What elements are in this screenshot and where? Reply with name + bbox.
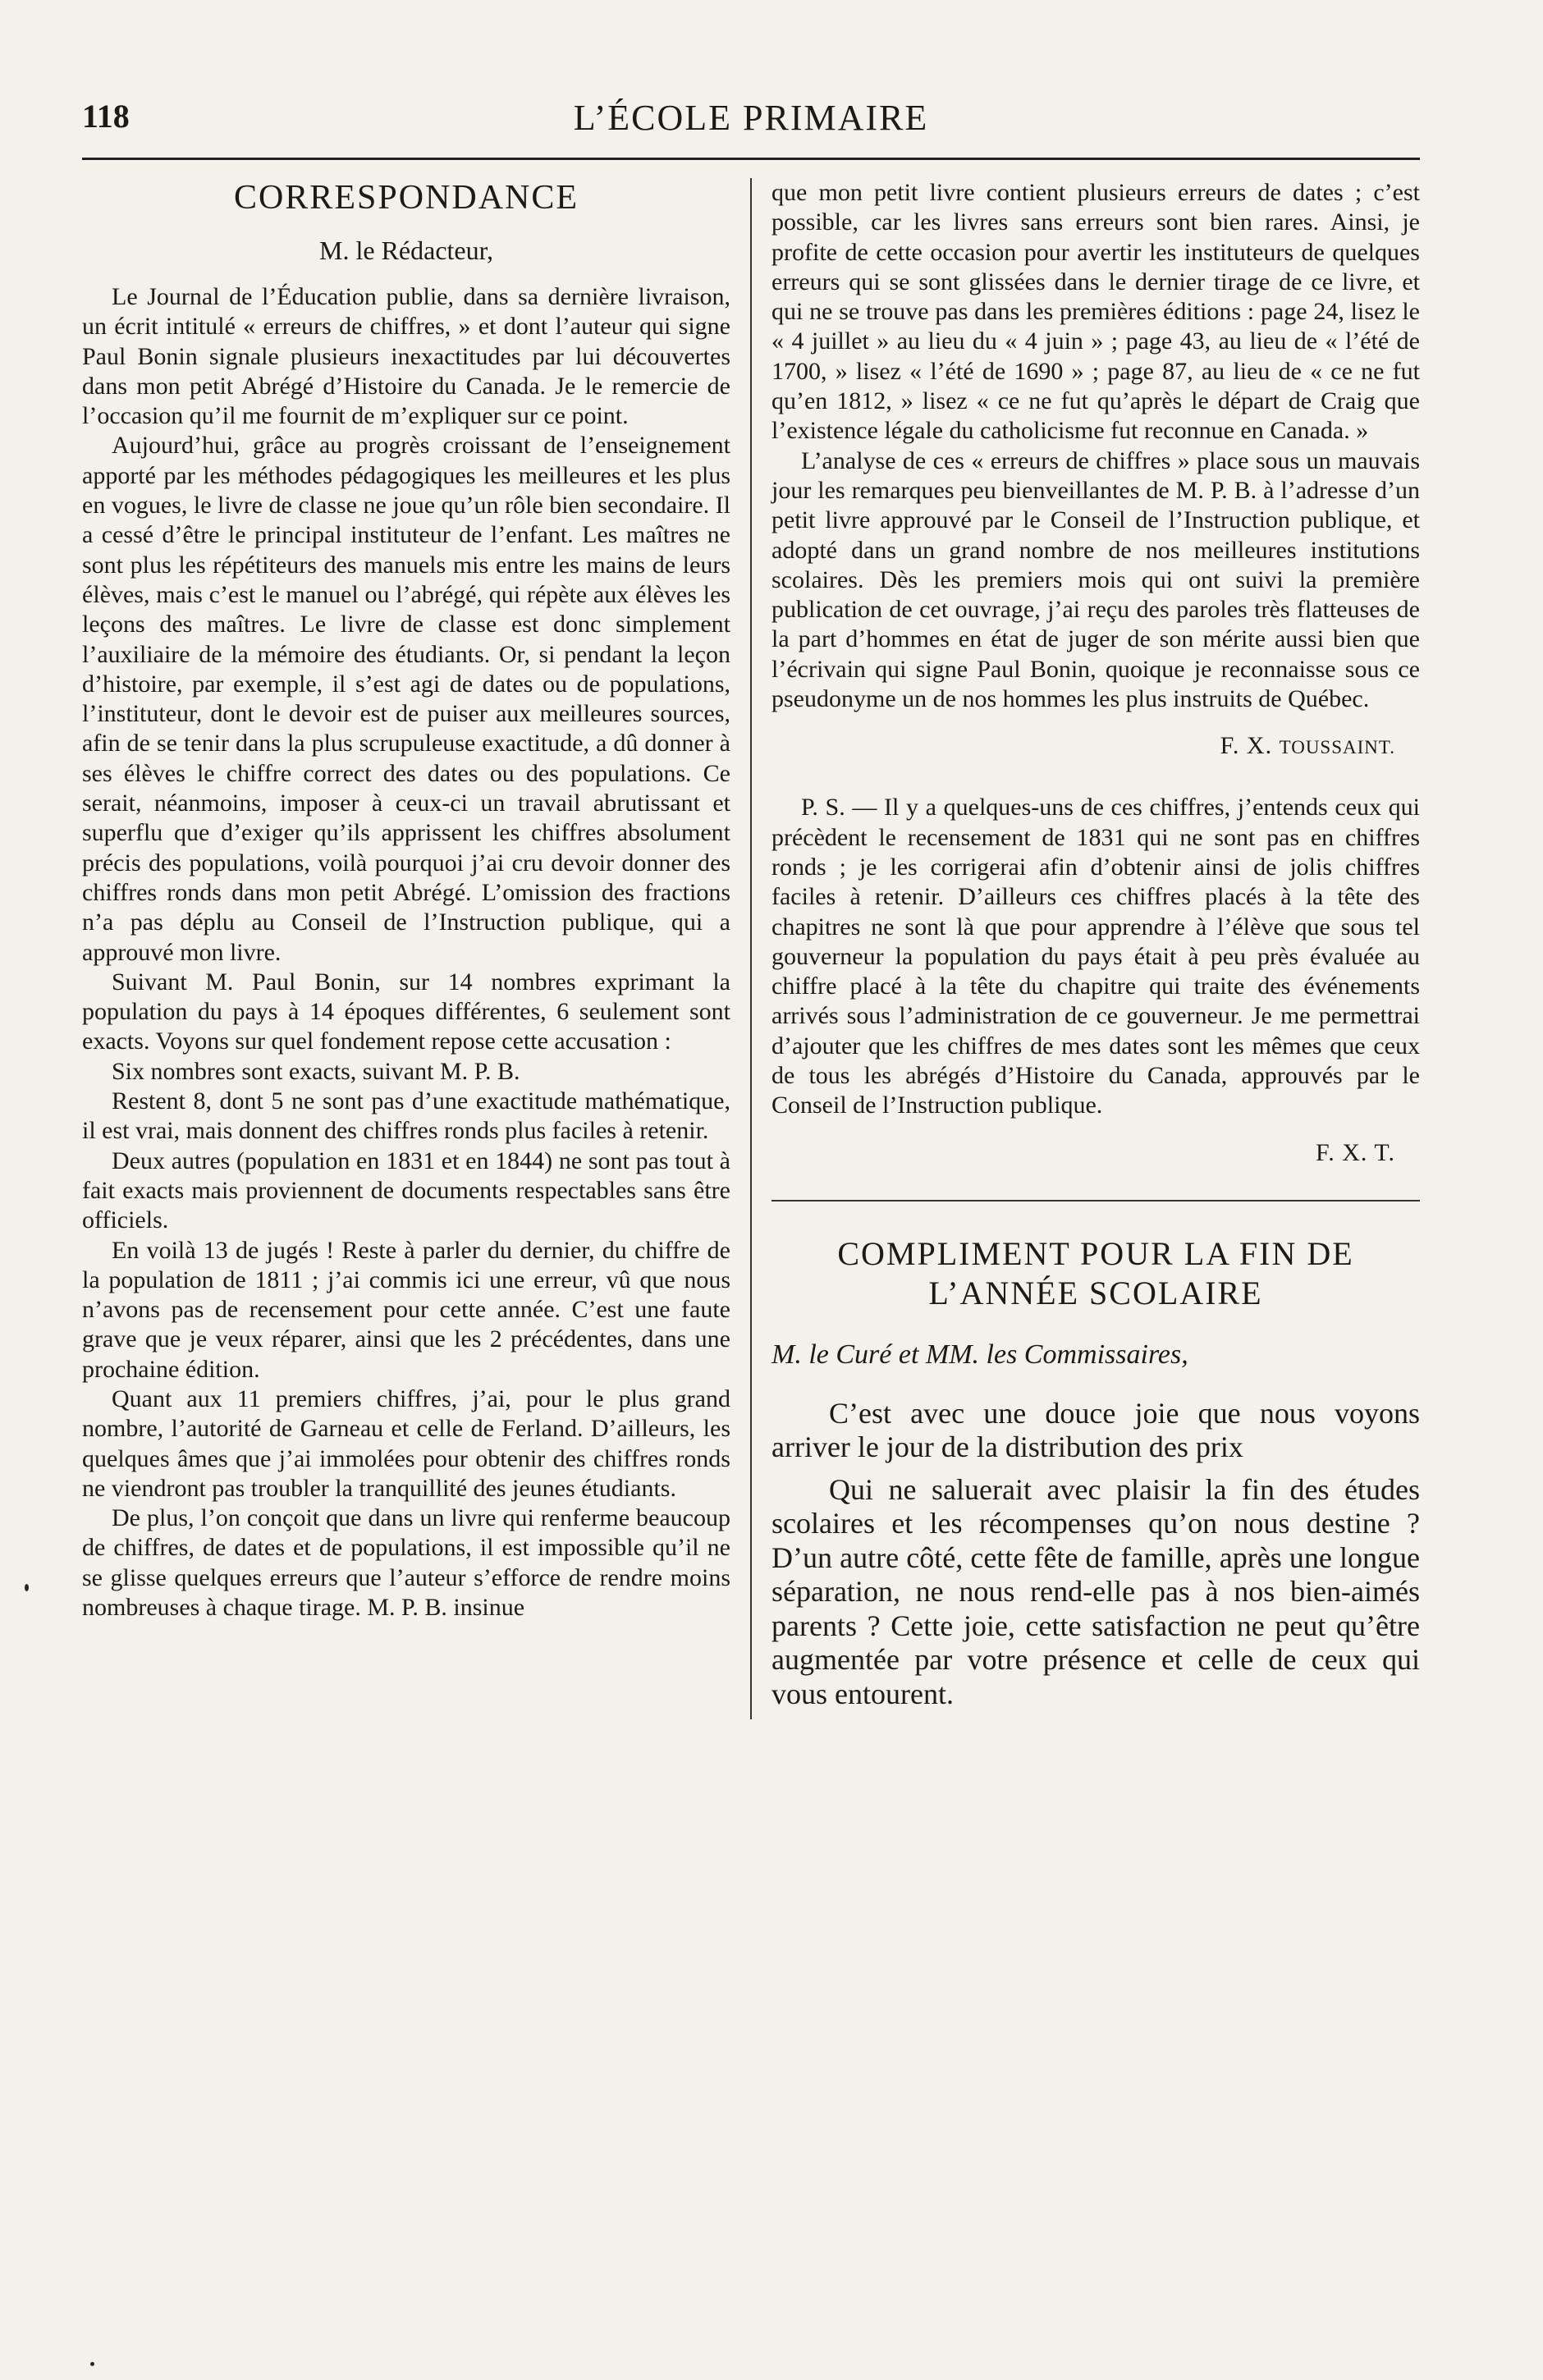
- section-title-compliment: [772, 1234, 1420, 1313]
- signature-initials-fxt: F. X. T.: [1315, 1138, 1395, 1166]
- ink-speck: [90, 2362, 94, 2366]
- page-number: 118: [82, 98, 130, 135]
- right-column: [752, 178, 1420, 1719]
- paragraph: De plus, l’on conçoit que dans un livre qui renferme beaucoup de chiffres, de dates et de populations, il est impossible qu’il ne se glisse quelques erreurs que l’auteur s’efforce de rendre moins nombreuses à chaque tirage. M. P. B. insinue: [82, 1504, 730, 1622]
- paragraph: Quant aux 11 premiers chiffres, j’ai, pour le plus grand nombre, l’autorité de Garneau et celle de Ferland. D’ailleurs, les quelques âmes que j’ai immolées pour obtenir des chiffres ronds ne viendront pas troubler la tranquillité des jeunes étudiants.: [82, 1385, 730, 1502]
- running-head: [82, 97, 1420, 151]
- signature-initials: F. X.: [1220, 732, 1280, 760]
- compliment-paragraph: Qui ne saluerait avec plaisir la fin des études scolaires et les récompenses qu’on nous destine ? D’un autre côté, cette fête de famille, après une longue séparation, ne nous rend-elle pas à nos bien-aimés parents ? Cette joie, cette satisfaction ne peut qu’être augmentée par votre présence et celle de ceux qui vous entourent.: [772, 1472, 1420, 1710]
- paragraph: Suivant M. Paul Bonin, sur 14 nombres exprimant la population du pays à 14 époques différentes, 6 seulement sont exacts. Voyons sur quel fondement repose cette accusation :: [82, 968, 730, 1055]
- paragraph: L’analyse de ces « erreurs de chiffres » place sous un mauvais jour les remarques peu bienveillantes de M. P. B. à l’adresse d’un petit livre approuvé par le Conseil de l’Instruction publique, et adopté dans un grand nombre de nos meilleures institutions scolaires. Dès les premiers mois qui ont suivi la première publication de cet ouvrage, j’ai reçu des paroles très flatteuses de la part d’hommes en état de juger de son mérite aussi bien que l’écrivain qui signe Paul Bonin, quoique je reconnaisse sous ce pseudonyme un de nos hommes les plus instruits de Québec.: [772, 446, 1420, 713]
- ink-speck: [25, 1584, 29, 1591]
- compliment-title-line2: L’ANNÉE SCOLAIRE: [928, 1274, 1263, 1311]
- postscript: P. S. — Il y a quelques-uns de ces chiffres, j’entends ceux qui précèdent le recensement de 1831 qui ne sont pas en chiffres ronds ; je les corrigerai afin d’obtenir ainsi de jolis chiffres faciles à retenir. D’ailleurs ces chiffres placés à la tête des chapitres ne sont là que pour apprendre à l’élève que sous tel gouverneur la population du pays était à peu près évaluée au chiffre placé à la tête du chapitre qui traite des événements arrivés sous l’administration de ce gouverneur. Je me permettrai d’ajouter que les chiffres de mes dates sont les mêmes que ceux de tous les abrégés d’Histoire du Canada, approuvés par le Conseil de l’Instruction publique.: [772, 794, 1420, 1119]
- section-title-correspondance: CORRESPONDANCE: [233, 179, 579, 217]
- compliment-title-line1: COMPLIMENT POUR LA FIN DE: [837, 1234, 1354, 1272]
- two-column-layout: [82, 178, 1420, 1719]
- salutation: M. le Rédacteur,: [319, 236, 493, 265]
- paragraph: Six nombres sont exacts, suivant M. P. B.: [112, 1057, 520, 1085]
- paragraph: que mon petit livre contient plusieurs erreurs de dates ; c’est possible, car les livres sans erreurs sont bien rares. Ainsi, je profite de cette occasion pour avertir les instituteurs de quelques erreurs qui se sont glissées dans le dernier tirage de ce livre, et qui ne se trouve pas dans les premières éditions : page 24, lisez le « 4 juillet » au lieu du « 4 juin » ; page 43, au lieu de « l’été de 1700, » lisez « l’été de 1690 » ; page 87, au lieu de « ce ne fut qu’en 1812, » lisez « ce ne fut qu’après le départ de Craig que l’existence légale du catholicisme fut reconnue en Canada. »: [772, 179, 1420, 445]
- address-line: M. le Curé et MM. les Commissaires,: [772, 1339, 1188, 1370]
- paragraph: Restent 8, dont 5 ne sont pas d’une exactitude mathématique, il est vrai, mais donnent des chiffres ronds plus faciles à retenir.: [82, 1087, 730, 1145]
- left-column: [82, 178, 752, 1719]
- paragraph: En voilà 13 de jugés ! Reste à parler du dernier, du chiffre de la population de 1811 ; j’ai commis ici une erreur, vû que nous n’avons pas de recensement pour cette année. C’est une faute grave que je veux réparer, ainsi que les 2 précédentes, dans une prochaine édition.: [82, 1236, 730, 1383]
- signature-toussaint: [772, 732, 1395, 760]
- paragraph: Aujourd’hui, grâce au progrès croissant de l’enseignement apporté par les méthodes pédagogiques les meilleures et les plus en vogues, le livre de classe ne joue qu’un rôle bien secondaire. Il a cessé d’être le principal instituteur de l’enfant. Les maîtres ne sont plus les répétiteurs des manuels mis entre les mains de leurs élèves, mais c’est le manuel ou l’abrégé, qui répète aux élèves les leçons des maîtres. Le livre de classe est donc simplement l’auxiliaire de la mémoire des étudiants. Or, si pendant la leçon d’histoire, par exemple, il s’est agi de dates ou de populations, l’instituteur, dont le devoir est de puiser aux meilleures sources, afin de se tenir dans la plus scrupuleuse exactitude, a dû donner à ses élèves le chiffre correct des dates ou des populations. Ce serait, néanmoins, imposer à ceux-ci un travail abrutissant et superflu que d’exiger qu’ils apprissent les chiffres absolument précis des populations, voilà pourquoi j’ai cru devoir donner des chiffres ronds dans mon petit Abrégé. L’omission des fractions n’a pas déplu au Conseil de l’Instruction publique, qui a approuvé mon livre.: [82, 432, 730, 966]
- paragraph: Deux autres (population en 1831 et en 1844) ne sont pas tout à fait exacts mais proviennent de documents respectables sans être officiels.: [82, 1147, 730, 1234]
- signature-surname: TOUSSAINT.: [1279, 737, 1395, 758]
- section-divider: [772, 1200, 1420, 1201]
- compliment-paragraph: C’est avec une douce joie que nous voyons arriver le jour de la distribution des prix: [772, 1396, 1420, 1464]
- journal-title: L’ÉCOLE PRIMAIRE: [573, 98, 929, 138]
- paragraph: Le Journal de l’Éducation publie, dans sa dernière livraison, un écrit intitulé « erreurs de chiffres, » et dont l’auteur qui signe Paul Bonin signale plusieurs inexactitudes par lui découvertes dans mon petit Abrégé d’Histoire du Canada. Je le remercie de l’occasion qu’il me fournit de m’expliquer sur ce point.: [82, 283, 730, 430]
- header-rule: [82, 158, 1420, 160]
